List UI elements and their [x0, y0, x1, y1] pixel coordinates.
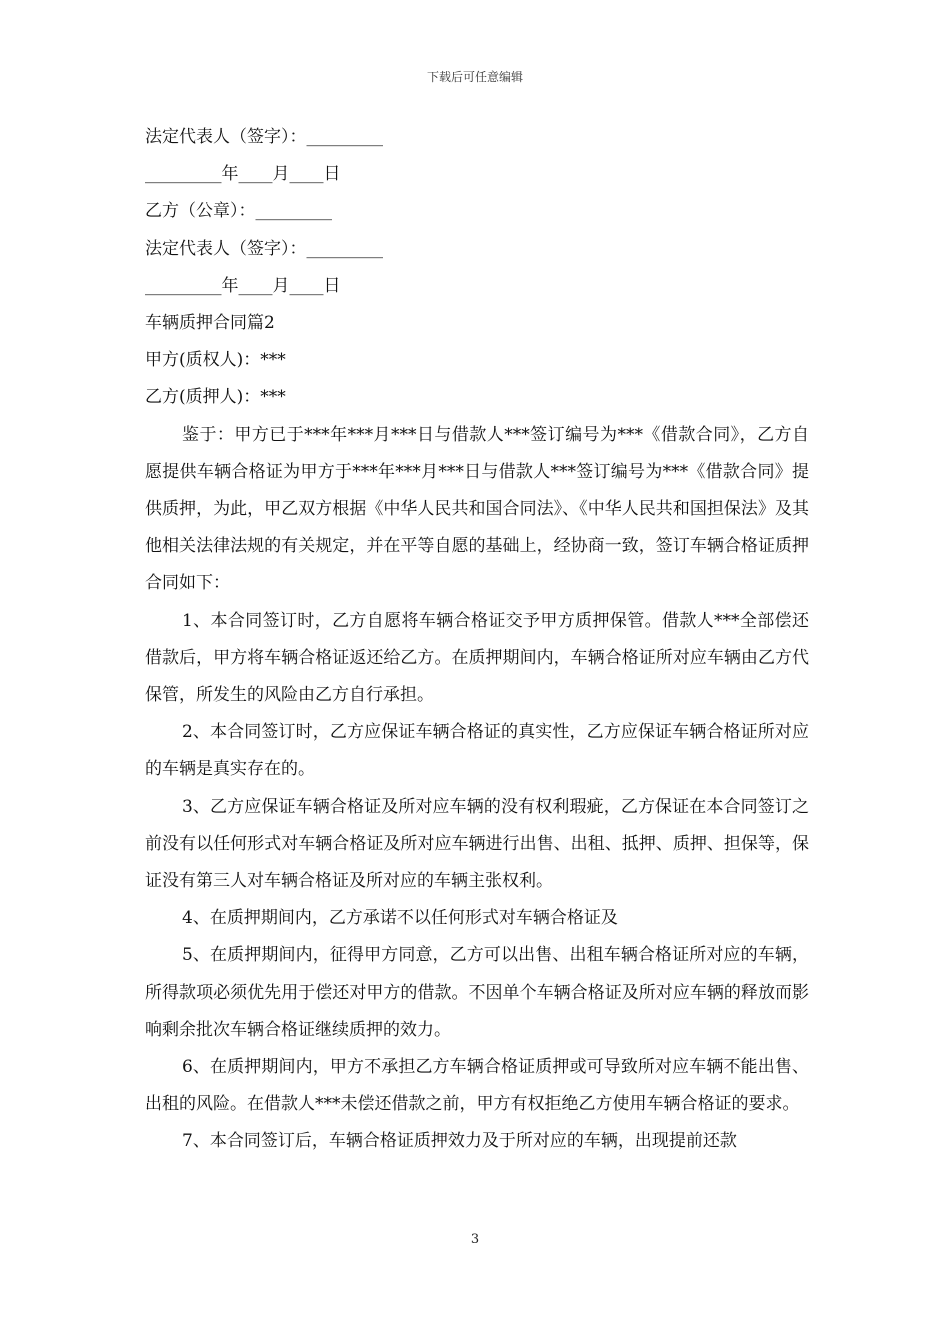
date-line-b: _________年____月____日 — [145, 275, 341, 296]
section-title: 车辆质押合同篇2 — [145, 313, 275, 334]
clause-5: 5、在质押期间内，征得甲方同意，乙方可以出售、出租车辆合格证所对应的车辆，所得款项必须优先用于偿还对甲方的借款。不因单个车辆合格证及所对应车辆的释放而影响剩余批次车辆合格证继续质押的效力。 — [145, 945, 809, 1040]
clause-3: 3、乙方应保证车辆合格证及所对应车辆的没有权利瑕疵，乙方保证在本合同签订之前没有以任何形式对车辆合格证及所对应车辆进行出售、出租、抵押、质押、担保等，保证没有第三人对车辆合格证及所对应的车辆主张权利。 — [145, 796, 809, 892]
party-b-line: 乙方(质押人)：*** — [145, 387, 286, 408]
date-line-a: _________年____月____日 — [145, 164, 341, 185]
clause-1: 1、本合同签订时，乙方自愿将车辆合格证交予甲方质押保管。借款人***全部偿还借款后，甲方将车辆合格证返还给乙方。在质押期间内，车辆合格证所对应车辆由乙方代保管，所发生的风险由乙方自行承担。 — [145, 610, 809, 706]
preamble-paragraph: 鉴于：甲方已于***年***月***日与借款人***签订编号为***《借款合同》，乙方自愿提供车辆合格证为甲方于***年***月***日与借款人***签订编号为***《借款合同》提供质押，为此，甲乙双方根据《中华人民共和国合同法》、《中华人民共和国担保法》及其他相关法律法规的有关规定，并在平等自愿的基础上，经协商一致，签订车辆合格证质押合同如下： — [145, 424, 809, 594]
page-number: 3 — [470, 1232, 480, 1247]
page-header: 下载后可任意编辑 — [426, 70, 523, 84]
signature-line-a-representative: 法定代表人（签字）：_________ — [145, 127, 383, 147]
document-body — [145, 119, 809, 1161]
clause-6: 6、在质押期间内，甲方不承担乙方车辆合格证质押或可导致所对应车辆不能出售、出租的风险。在借款人***未偿还借款之前，甲方有权拒绝乙方使用车辆合格证的要求。 — [145, 1057, 809, 1115]
signature-line-b-representative: 法定代表人（签字）：_________ — [145, 238, 383, 259]
clause-7: 7、本合同签订后，车辆合格证质押效力及于所对应的车辆，出现提前还款 — [182, 1131, 737, 1152]
clause-2: 2、本合同签订时，乙方应保证车辆合格证的真实性，乙方应保证车辆合格证所对应的车辆是真实存在的。 — [145, 722, 809, 780]
signature-line-b-seal: 乙方（公章）：_________ — [145, 201, 332, 222]
clause-4: 4、在质押期间内，乙方承诺不以任何形式对车辆合格证及 — [182, 908, 618, 929]
party-a-line: 甲方(质权人)：*** — [145, 350, 286, 371]
